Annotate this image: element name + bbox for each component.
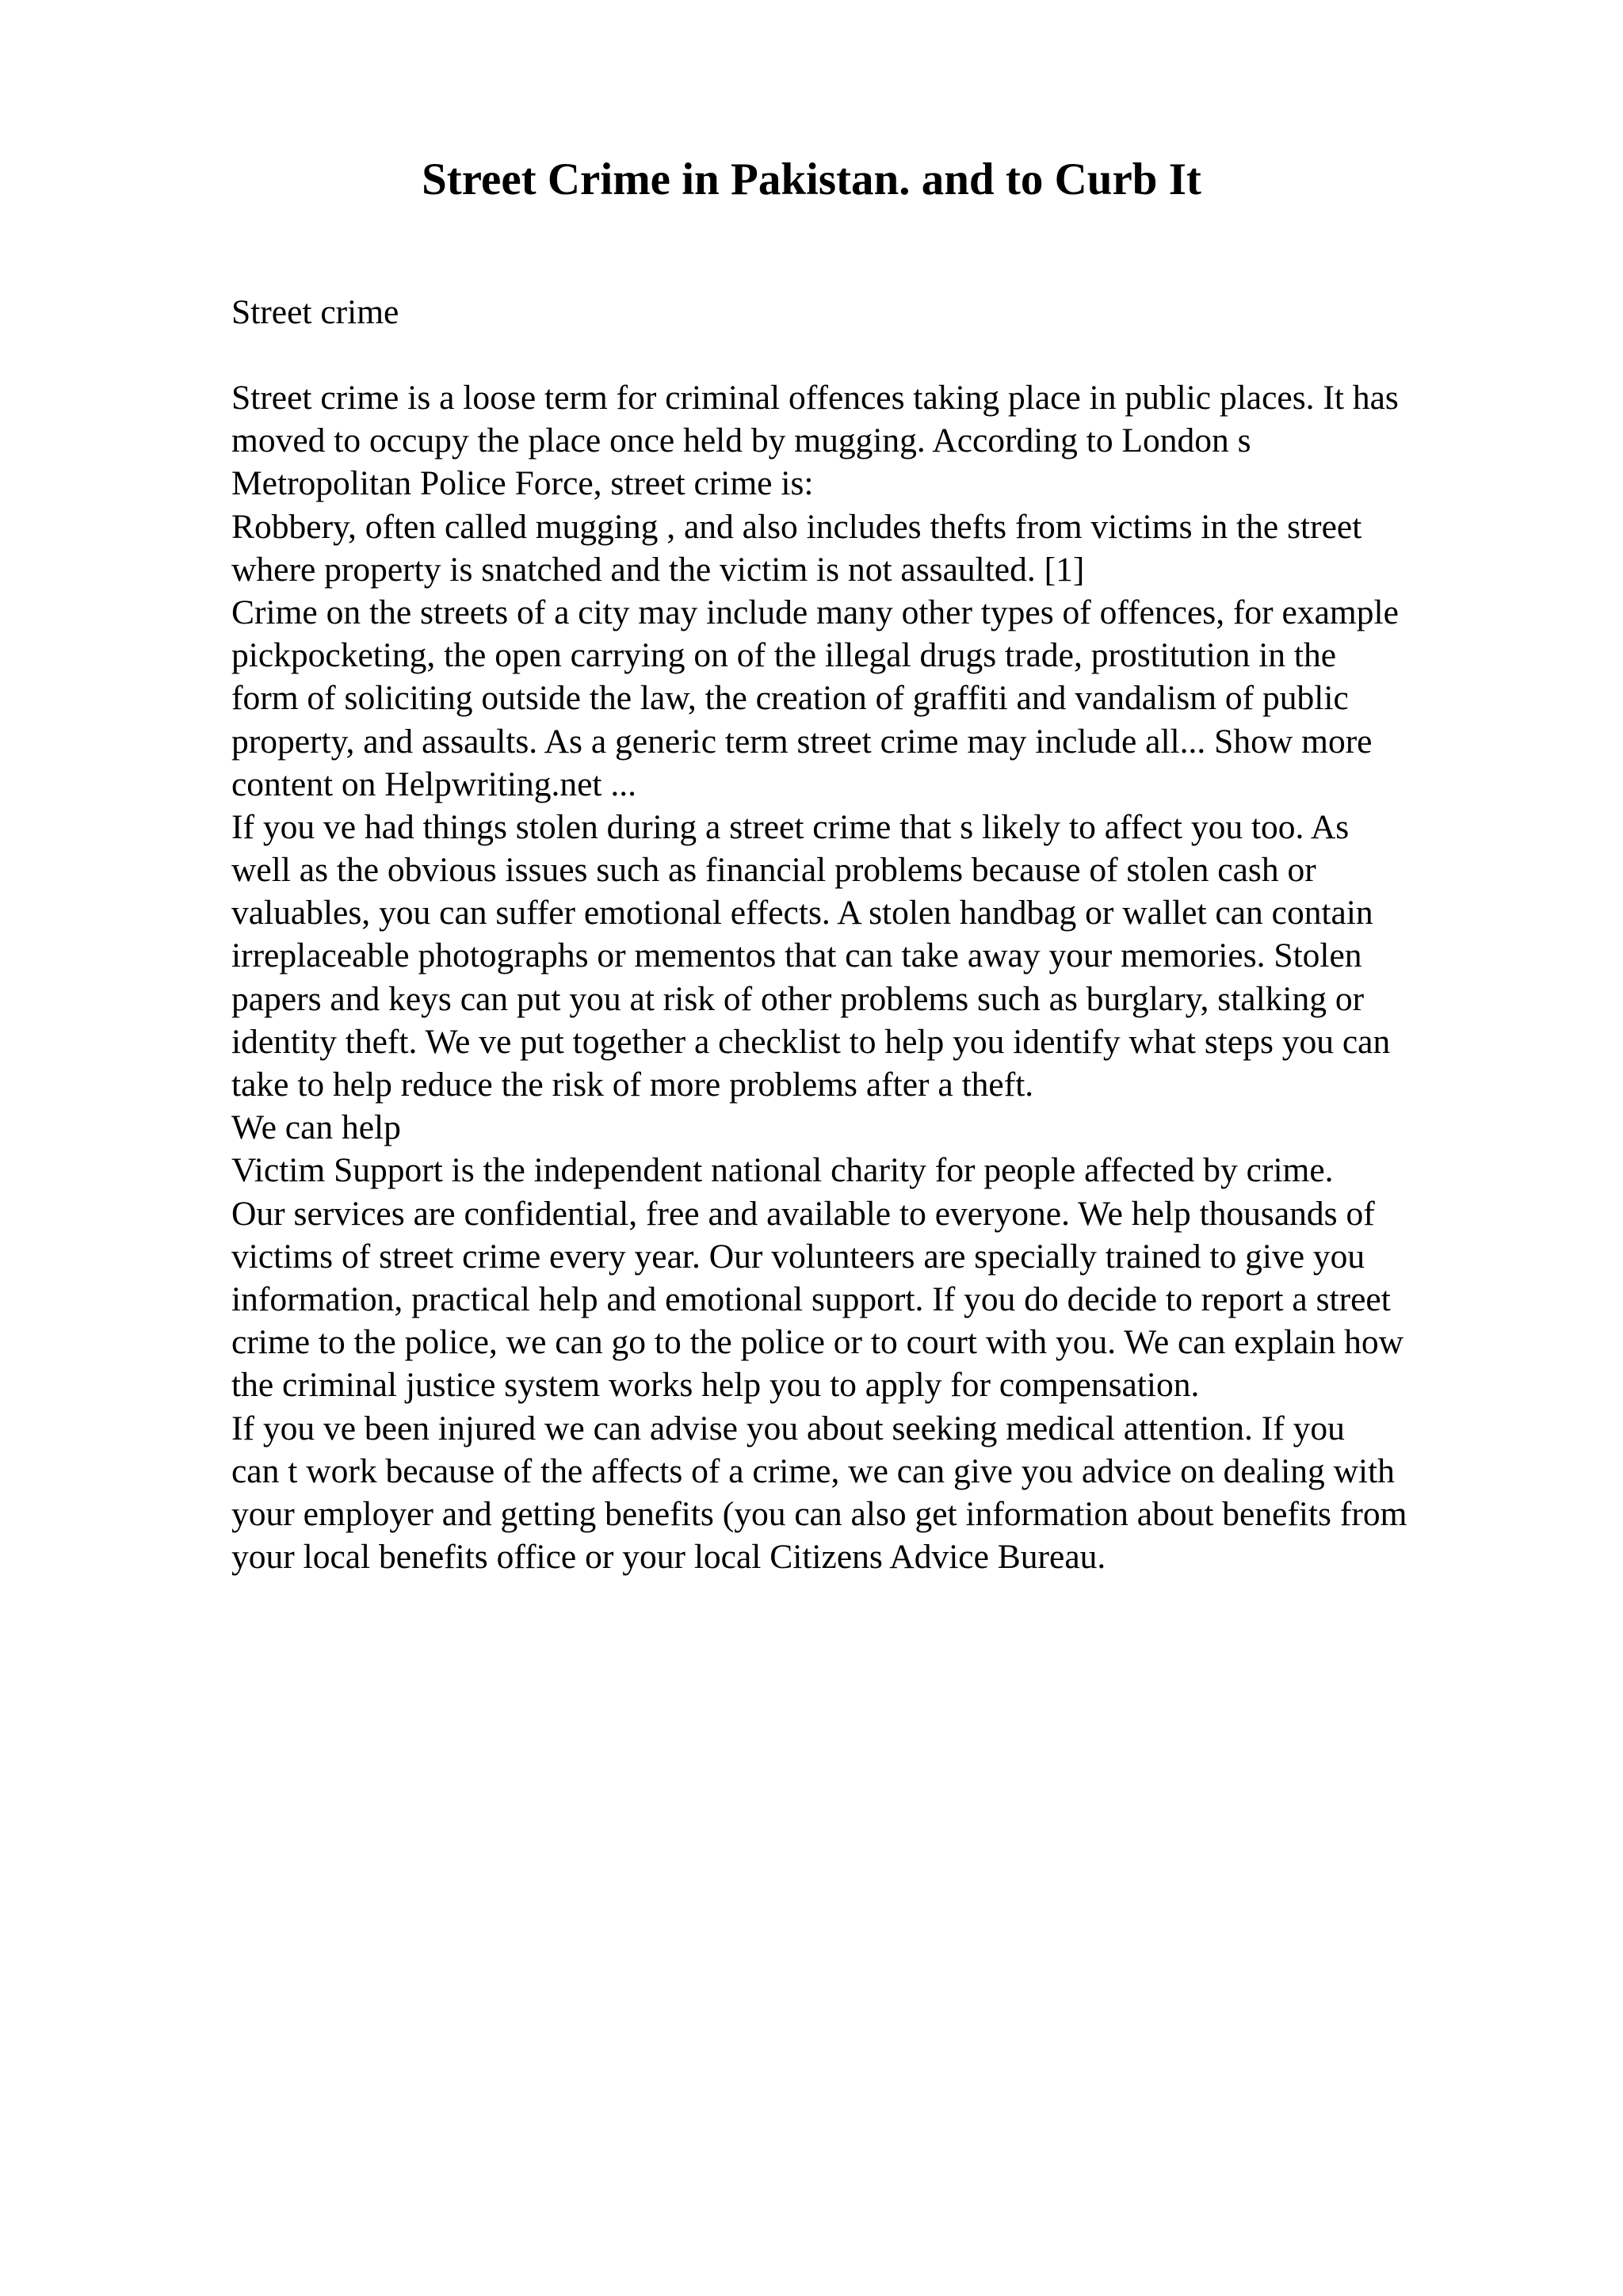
text-line: If you ve had things stolen during a street crime that s likely to affect you too. As	[231, 807, 1350, 846]
text-line: where property is snatched and the victim is not assaulted. [1]	[231, 550, 1085, 589]
text-line: irreplaceable photographs or mementos that can take away your memories. Stolen	[231, 936, 1362, 975]
text-line: property, and assaults. As a generic term street crime may include all... Show more	[231, 722, 1373, 761]
text-line: take to help reduce the risk of more problems after a theft.	[231, 1066, 1034, 1104]
text-line: pickpocketing, the open carrying on of the illegal drugs trade, prostitution in the	[231, 636, 1337, 675]
text-line: crime to the police, we can go to the police or to court with you. We can explain how	[231, 1323, 1404, 1362]
text-line: Metropolitan Police Force, street crime is:	[231, 464, 814, 503]
section-heading: Street crime	[231, 293, 399, 331]
text-line: content on Helpwriting.net ...	[231, 765, 637, 803]
text-line: Robbery, often called mugging , and also includes thefts from victims in the street	[231, 507, 1362, 546]
text-line: Our services are confidential, free and available to everyone. We help thousands of	[231, 1194, 1375, 1233]
text-line: Victim Support is the independent national charity for people affected by crime.	[231, 1151, 1334, 1190]
text-line: papers and keys can put you at risk of other problems such as burglary, stalking or	[231, 979, 1365, 1018]
text-line: identity theft. We ve put together a checklist to help you identify what steps you can	[231, 1022, 1391, 1061]
text-line: victims of street crime every year. Our volunteers are specially trained to give you	[231, 1237, 1365, 1276]
document-title: Street Crime in Pakistan. and to Curb It	[422, 154, 1201, 204]
text-line: valuables, you can suffer emotional effects. A stolen handbag or wallet can contain	[231, 894, 1373, 933]
text-line: the criminal justice system works help you to apply for compensation.	[231, 1366, 1200, 1405]
text-line: your employer and getting benefits (you can also get information about benefits from	[231, 1494, 1407, 1533]
text-line: well as the obvious issues such as financial problems because of stolen cash or	[231, 851, 1316, 890]
text-line: We can help	[231, 1108, 401, 1147]
body-text	[231, 376, 1515, 1578]
text-line: If you ve been injured we can advise you about seeking medical attention. If you	[231, 1409, 1345, 1447]
text-line: can t work because of the affects of a crime, we can give you advice on dealing with	[231, 1451, 1395, 1490]
text-line: form of soliciting outside the law, the creation of graffiti and vandalism of public	[231, 679, 1349, 718]
text-line: Street crime is a loose term for criminal offences taking place in public places. It has	[231, 379, 1399, 417]
text-line: moved to occupy the place once held by mugging. According to London s	[231, 421, 1251, 460]
text-line: Crime on the streets of a city may include many other types of offences, for example	[231, 593, 1399, 631]
text-line: your local benefits office or your local Citizens Advice Bureau.	[231, 1538, 1106, 1577]
text-line: information, practical help and emotional support. If you do decide to report a street	[231, 1280, 1391, 1318]
